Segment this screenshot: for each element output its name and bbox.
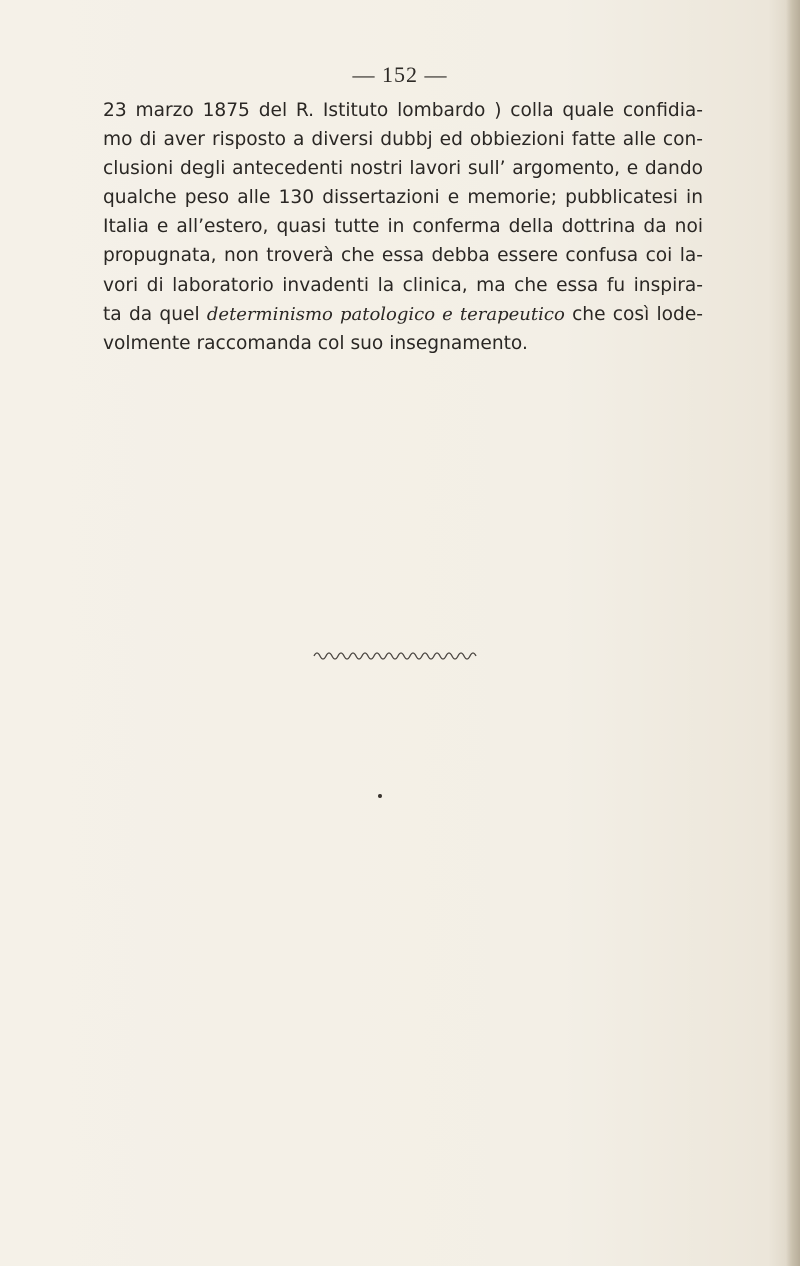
ink-speck bbox=[378, 794, 382, 798]
text-line: propugnata, non troverà che essa debba essere confusa coi la- bbox=[103, 245, 703, 267]
text-line: vori di laboratorio invadenti la clinica, ma che essa fu inspira- bbox=[103, 274, 703, 296]
text-line: Italia e all’estero, quasi tutte in conferma della dottrina da noi bbox=[103, 216, 703, 238]
page-edge bbox=[786, 0, 800, 1266]
text-line: qualche peso alle 130 dissertazioni e memorie; pubblicatesi in bbox=[103, 187, 703, 209]
page-number: — 152 — bbox=[352, 62, 448, 87]
text-line: clusioni degli antecedenti nostri lavori sull’ argomento, e dando bbox=[103, 158, 703, 180]
wavy-ornament bbox=[312, 648, 480, 660]
paragraph bbox=[103, 96, 703, 358]
italic-phrase: determinismo patologico e terapeutico bbox=[206, 303, 565, 325]
text-line-last: volmente raccomanda col suo insegnamento. bbox=[103, 332, 528, 354]
line-suffix: che così lode- bbox=[564, 303, 704, 325]
line-prefix: ta da quel bbox=[103, 303, 207, 325]
text-line: 23 marzo 1875 del R. Istituto lombardo ) colla quale confidia- bbox=[103, 100, 703, 121]
text-line: mo di aver risposto a diversi dubbj ed obbiezioni fatte alle con- bbox=[103, 129, 703, 151]
text-line-with-italic bbox=[103, 300, 703, 329]
